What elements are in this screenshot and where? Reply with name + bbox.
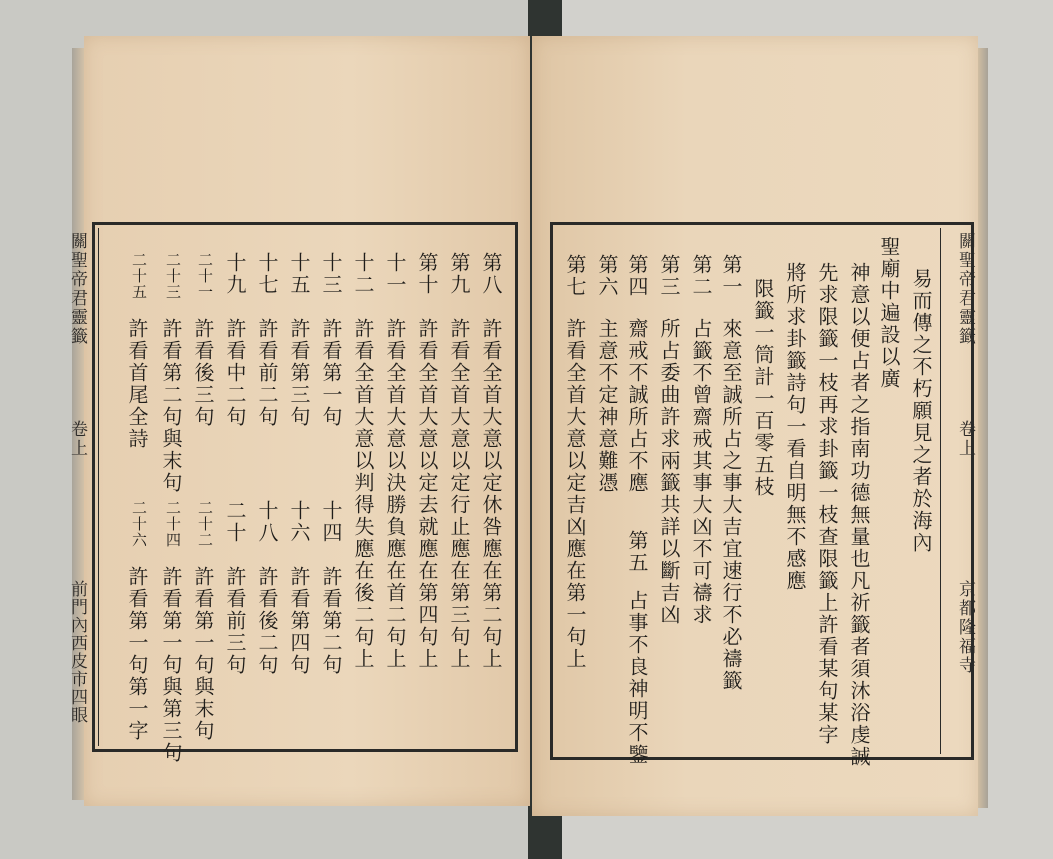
left-col-10-text2: 許看第一句與末句 <box>191 566 215 742</box>
right-col-7-head: 第一 <box>719 254 743 298</box>
right-col-9-head: 第三 <box>657 254 681 298</box>
left-col-7-head: 十五 <box>287 252 311 296</box>
right-col-10-head: 第四 <box>625 254 649 298</box>
left-col-9-head2: 二十 <box>223 500 247 544</box>
left-col-12-text2: 許看第一句第一字 <box>125 566 149 742</box>
left-col-8-head2: 十八 <box>255 500 279 544</box>
left-margin-volume: 卷上 <box>67 420 87 458</box>
right-col-8-head: 第二 <box>689 254 713 298</box>
right-col-10-head2: 第五 <box>625 530 649 574</box>
right-col-12-head: 第七 <box>563 254 587 298</box>
right-frame-inner-line <box>940 228 941 754</box>
left-col-7-head2: 十六 <box>287 500 311 544</box>
right-col-4: 先求限籤一枝再求卦籤一枝查限籤上許看某句某字 <box>815 262 839 746</box>
right-col-11-text: 主意不定神意難憑 <box>595 318 619 494</box>
right-col-6: 限籤一筒計一百零五枝 <box>751 278 775 498</box>
left-col-8-head: 十七 <box>255 252 279 296</box>
left-col-10-head: 二十一 <box>196 252 214 300</box>
left-col-10-head2: 二十二 <box>196 500 214 548</box>
left-col-2-text: 許看全首大意以定行止應在第三句上 <box>447 318 471 670</box>
left-col-12-text: 許看首尾全詩 <box>125 318 149 450</box>
left-col-8-text: 許看前二句 <box>255 318 279 428</box>
left-col-6-head2: 十四 <box>319 500 343 544</box>
right-margin-footer: 京都隆福寺 <box>955 580 975 675</box>
left-col-7-text: 許看第三句 <box>287 318 311 428</box>
right-col-7-text: 來意至誠所占之事大吉宜速行不必禱籤 <box>719 318 743 692</box>
left-col-12-head: 二十五 <box>130 252 148 300</box>
left-col-9-text: 許看中二句 <box>223 318 247 428</box>
right-col-3: 神意以便占者之指南功德無量也凡祈籤者須沐浴虔誠 <box>847 262 871 768</box>
left-frame-inner-line <box>98 228 99 746</box>
right-col-10-text: 齋戒不誠所占不應 <box>625 318 649 494</box>
left-col-6-text2: 許看第二句 <box>319 566 343 676</box>
left-col-10-text: 許看後三句 <box>191 318 215 428</box>
right-col-11-head: 第六 <box>595 254 619 298</box>
right-margin-title: 關聖帝君靈籤 <box>955 232 975 346</box>
left-col-11-head2: 二十四 <box>164 500 182 548</box>
right-col-12-text: 許看全首大意以定吉凶應在第一句上 <box>563 318 587 670</box>
left-margin-footer: 前門內西皮市四眼 <box>67 580 87 724</box>
left-col-4-text: 許看全首大意以決勝負應在首二句上 <box>383 318 407 670</box>
left-margin-title: 關聖帝君靈籤 <box>67 232 87 346</box>
left-col-11-text2: 許看第一句與第三句 <box>159 566 183 764</box>
left-col-9-text2: 許看前三句 <box>223 566 247 676</box>
left-col-2-head: 第九 <box>447 252 471 296</box>
left-col-11-head: 二十三 <box>164 252 182 300</box>
left-col-1-head: 第八 <box>479 252 503 296</box>
left-col-3-text: 許看全首大意以定去就應在第四句上 <box>415 318 439 670</box>
left-col-5-text: 許看全首大意以判得失應在後二句上 <box>351 318 375 670</box>
right-col-2: 聖廟中遍設以廣 <box>877 236 901 390</box>
left-col-7-text2: 許看第四句 <box>287 566 311 676</box>
left-col-4-head: 十一 <box>383 252 407 296</box>
right-col-9-text: 所占委曲許求兩籤共詳以斷吉凶 <box>657 318 681 626</box>
left-col-9-head: 十九 <box>223 252 247 296</box>
left-col-11-text: 許看第二句與末句 <box>159 318 183 494</box>
right-col-1: 易而傳之不朽願見之者於海內 <box>909 268 933 554</box>
left-col-1-text: 許看全首大意以定休咎應在第二句上 <box>479 318 503 670</box>
left-col-5-head: 十二 <box>351 252 375 296</box>
left-col-6-text: 許看第一句 <box>319 318 343 428</box>
left-col-3-head: 第十 <box>415 252 439 296</box>
left-col-8-text2: 許看後二句 <box>255 566 279 676</box>
right-margin-volume: 卷上 <box>955 420 975 458</box>
right-col-8-text: 占籤不曾齋戒其事大凶不可禱求 <box>689 318 713 626</box>
left-col-6-head: 十三 <box>319 252 343 296</box>
right-col-5: 將所求卦籤詩句一看自明無不感應 <box>783 262 807 592</box>
right-col-10-text2: 占事不良神明不鑒 <box>625 590 649 766</box>
left-col-12-head2: 二十六 <box>130 500 148 548</box>
